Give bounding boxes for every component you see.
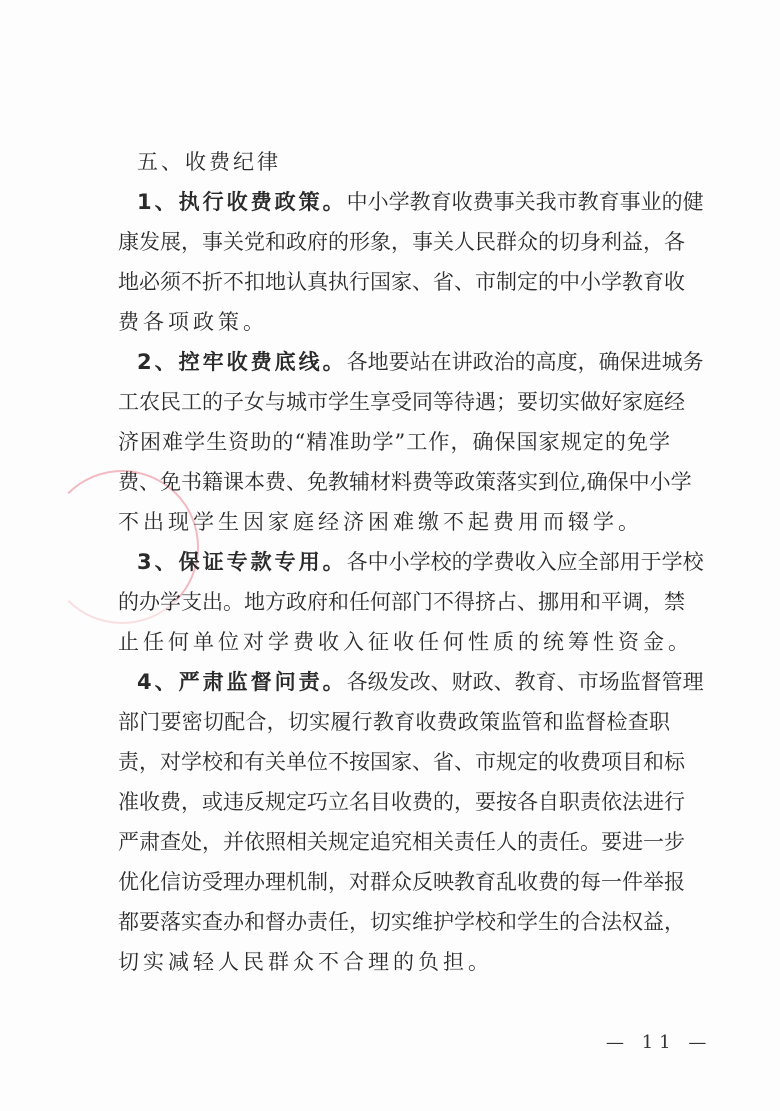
section-heading: 五、收费纪律 <box>137 150 281 174</box>
text-line: 济困难学生资助的“精准助学”工作，确保国家规定的免学 <box>118 430 670 454</box>
paragraph-title: 1、执行收费政策。 <box>137 190 347 214</box>
paragraph-title: 3、保证专款专用。 <box>137 550 347 574</box>
text-line: 费各项政策。 <box>118 310 268 334</box>
text-line: 不出现学生因家庭经济困难缴不起费用而辍学。 <box>118 510 643 534</box>
text-line: 部门要密切配合，切实履行教育收费政策监管和监督检查职 <box>118 710 670 734</box>
text-line <box>137 542 704 582</box>
text-span: 中小学教育收费事关我市教育事业的健 <box>346 190 704 214</box>
text-line <box>137 182 704 222</box>
page-number: — 11 — <box>606 1032 713 1053</box>
text-line: 康发展，事关党和政府的形象，事关人民群众的切身利益，各 <box>118 230 685 254</box>
text-line: 优化信访受理办理机制，对群众反映教育乱收费的每一件举报 <box>118 870 685 894</box>
text-line <box>137 662 704 702</box>
text-span: 各地要站在讲政治的高度，确保进城务 <box>346 350 704 374</box>
text-line: 止任何单位对学费收入征收任何性质的统筹性资金。 <box>118 630 693 654</box>
text-span: 各中小学校的学费收入应全部用于学校 <box>346 550 704 574</box>
text-line: 都要落实查办和督办责任，切实维护学校和学生的合法权益， <box>118 910 685 934</box>
text-line: 地必须不折不扣地认真执行国家、省、市制定的中小学教育收 <box>118 270 685 294</box>
text-line: 责，对学校和有关单位不按国家、省、市规定的收费项目和标 <box>118 750 685 774</box>
text-line: 费、免书籍课本费、免教辅材料费等政策落实到位,确保中小学 <box>118 470 692 494</box>
text-line: 切实减轻人民群众不合理的负担。 <box>118 950 493 974</box>
text-span: 各级发改、财政、教育、市场监督管理 <box>346 670 704 694</box>
text-line: 的办学支出。地方政府和任何部门不得挤占、挪用和平调，禁 <box>118 590 685 614</box>
text-line <box>137 342 704 382</box>
paragraph-title: 4、严肃监督问责。 <box>137 670 347 694</box>
text-line: 工农民工的子女与城市学生享受同等待遇；要切实做好家庭经 <box>118 390 685 414</box>
paragraph-title: 2、控牢收费底线。 <box>137 350 347 374</box>
text-line: 准收费，或违反规定巧立名目收费的，要按各自职责依法进行 <box>118 790 685 814</box>
text-line: 严肃查处，并依照相关规定追究相关责任人的责任。要进一步 <box>118 830 685 854</box>
